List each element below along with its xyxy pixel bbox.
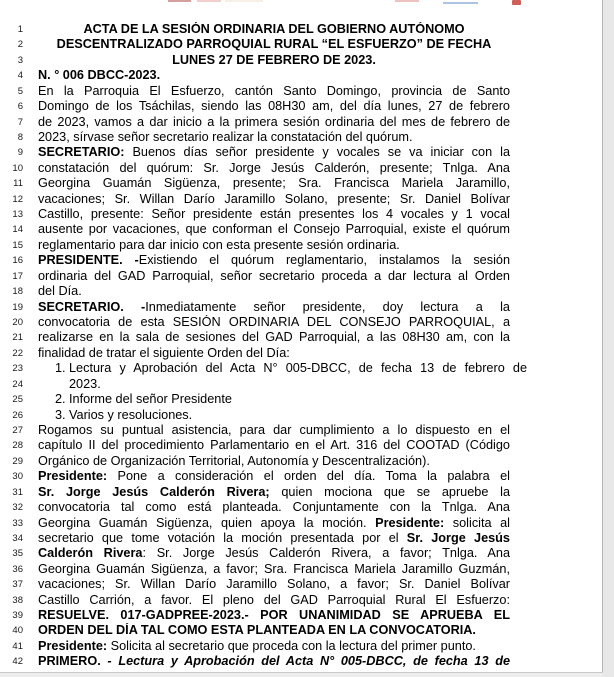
line-number: 35 [12,548,23,560]
cropped-red-icon-artifact [512,0,521,5]
document-line-text[interactable] [38,408,527,423]
line-number: 23 [12,363,23,375]
document-line-row [0,562,603,577]
line-number: 16 [12,255,23,267]
line-number: 18 [12,286,23,298]
cropped-hyperlink-underline-artifact [443,2,478,4]
text-segment: LUNES 27 DE FEBRERO DE 2023. [172,52,376,67]
document-line-text[interactable] [38,192,510,207]
line-number: 19 [12,301,23,313]
document-line-row [0,145,603,160]
line-number: 22 [12,347,23,359]
text-segment: 2023. [69,376,101,391]
text-segment: RESUELVE. 017-GADPREE-2023.- POR UNANIMIDAD SE APRUEBA EL [38,608,510,623]
document-line-row [0,269,603,284]
document-line-row [0,531,603,546]
line-number: 38 [12,594,23,606]
line-number: 36 [12,563,23,575]
list-item-marker: 3. [55,407,66,422]
text-segment: Buenos días señor presidente y vocales se va iniciar con la [124,145,510,160]
text-segment: secretario que tome votación la moción presentada por el [38,530,407,545]
document-line-row [0,99,603,114]
document-line-text[interactable] [38,346,510,361]
bottom-window-edge [0,672,603,677]
text-segment: vacaciones; Sr. Willan Darío Jaramillo Solano, presente; Sr. Daniel Bolívar [38,191,510,206]
line-number: 2 [17,39,23,51]
document-line-text[interactable] [38,330,510,345]
text-segment: convocatoria tal como está planteada. Conjuntamente con la Tnlga. Ana [38,500,510,515]
document-line-row [0,377,603,392]
line-number: 31 [12,486,23,498]
line-number: 3 [17,54,23,66]
document-line-text[interactable] [38,130,510,145]
document-line-row [0,161,603,176]
document-line-text[interactable] [38,516,510,531]
document-line-text[interactable] [38,392,527,407]
line-number: 9 [17,147,23,159]
line-number: 24 [12,378,23,390]
text-segment: SECRETARIO. - [38,299,146,314]
text-segment: de 2023, vamos a dar inicio a la primera sesión ordinaria del mes de febrero de [38,114,510,129]
text-segment: Presidente: [375,515,445,530]
text-segment: Sr. Jorge Jesús [406,530,510,545]
line-number: 8 [17,131,23,143]
document-line-row [0,346,603,361]
document-line-row [0,639,603,654]
line-number: 7 [17,116,23,128]
text-segment: ACTA DE LA SESIÓN ORDINARIA DEL GOBIERNO AUTÓNOMO [83,22,465,36]
document-line-row [0,500,603,515]
document-line-text[interactable] [38,438,510,453]
document-line-row [0,392,603,407]
text-segment: ausente por vacaciones, que conforman el Consejo Parroquial, existe el quórum [38,222,510,237]
text-segment: : Sr. Jorge Jesús Calderón Rivera, a favor; Tnlga. Ana [142,546,510,561]
document-line-text[interactable] [38,253,510,268]
document-line-row [0,546,603,561]
text-segment: DESCENTRALIZADO PARROQUIAL RURAL “EL ESFUERZO” DE FECHA [56,37,492,52]
text-segment: Solicita al secretario que proceda con la lectura del primer punto. [107,638,476,653]
document-line-row [0,454,603,469]
document-line-row [0,315,603,330]
document-line-text[interactable] [38,639,510,654]
vertical-scrollbar[interactable] [602,0,614,677]
document-line-text[interactable] [38,37,510,52]
text-segment: Presidente: [38,469,108,484]
document-line-row [0,22,603,37]
text-segment: N. ° 006 DBCC-2023. [38,68,161,83]
document-line-row [0,654,603,669]
line-number: 11 [13,178,23,190]
document-line-row [0,593,603,608]
line-number: 6 [17,101,23,113]
document-line-row [0,130,603,145]
text-segment: convocatoria de esta SESIÓN ORDINARIA DEL CONSEJO PARROQUIAL, a [38,315,510,330]
line-number: 10 [12,162,23,174]
document-line-row [0,238,603,253]
document-line-text[interactable] [38,454,510,469]
document-line-row [0,438,603,453]
document-line-row [0,37,603,52]
line-number: 33 [12,517,23,529]
text-segment: Calderón Rivera [38,546,143,561]
text-segment: En la Parroquia El Esfuerzo, cantón Santo Domingo, provincia de Santo [38,83,510,98]
text-segment: Georgina Guamán Sigüenza, presente; Sra. Francisca Mariela Jaramillo, [38,176,510,191]
line-number: 12 [12,193,23,205]
document-line-row [0,207,603,222]
document-line-text[interactable] [38,176,510,191]
document-line-text[interactable] [38,99,510,114]
document-line-text[interactable] [38,22,510,37]
document-line-text[interactable] [38,161,510,176]
text-segment: Presidente: [38,638,108,653]
document-line-text[interactable] [38,207,510,222]
document-line-row [0,53,603,68]
line-number: 1 [17,24,23,35]
document-page [0,22,603,670]
document-line-text[interactable] [38,423,510,438]
line-number: 29 [12,455,23,467]
text-segment: - Lectura y Aprobación del Acta N° 005-DBCC, de fecha 13 de [107,654,510,669]
document-line-text[interactable] [38,315,510,330]
document-line-row [0,84,603,99]
document-line-text[interactable] [38,608,510,623]
document-line-text[interactable] [38,53,510,68]
line-number: 27 [12,424,23,436]
cropped-toolbar-artifact [225,0,263,2]
text-segment: Georgina Guamán Sigüenza, quien apoya la moción. [38,515,376,530]
document-line-text[interactable] [38,562,510,577]
text-segment: PRIMERO. [38,654,108,669]
list-item-marker: 1. [55,361,66,376]
document-line-text[interactable] [38,654,510,669]
text-segment: Domingo de los Tsáchilas, siendo las 08H30 am, del día lunes, 27 de febrero [38,99,510,114]
document-line-text[interactable] [38,546,510,561]
document-line-text[interactable] [38,593,510,608]
line-number: 30 [12,471,23,483]
document-line-text[interactable] [38,238,510,253]
document-line-row [0,577,603,592]
text-segment: reglamentario para dar inicio con esta presente sesión ordinaria. [38,237,400,252]
text-segment: Lectura y Aprobación del Acta N° 005-DBCC, de fecha 13 de febrero de [69,361,527,376]
line-number: 32 [12,502,23,514]
line-number: 40 [12,625,23,637]
text-segment: Castillo Carrión, a favor. El pleno del GAD Parroquial Rural El Esfuerzo: [38,592,510,607]
document-line-row [0,176,603,191]
text-segment: quien mociona que se apruebe la [269,484,510,499]
text-segment: Sr. Jorge Jesús Calderón Rivera; [38,484,270,499]
text-segment: Rogamos su puntual asistencia, para dar cumplimiento a lo dispuesto en el [38,422,510,437]
document-lines [0,22,603,670]
line-number: 28 [12,440,23,452]
text-segment: finalidad de tratar el siguiente Orden del Día: [38,345,290,360]
cropped-toolbar-artifact [395,0,419,2]
document-line-row [0,408,603,423]
document-line-row [0,222,603,237]
text-segment: Varios y resoluciones. [69,407,193,422]
text-segment: Orgánico de Organización Territorial, Autonomía y Descentralización). [38,453,430,468]
document-line-row [0,330,603,345]
text-segment: ORDEN DEL DÍA TAL COMO ESTA PLANTEADA EN LA CONVOCATORIA. [38,623,476,638]
document-line-text[interactable] [38,284,510,299]
document-line-text[interactable] [38,500,510,515]
document-line-row [0,192,603,207]
text-segment: Georgina Guamán Sigüenza, a favor; Sra. Francisca Mariela Jaramillo Guzmán, [38,561,510,576]
line-number: 26 [12,409,23,421]
line-number: 25 [12,394,23,406]
text-segment: del Día. [38,284,82,299]
text-segment: capítulo II del procedimiento Parlamentario en el Art. 316 del COOTAD (Código [38,438,510,453]
line-number: 39 [12,610,23,622]
document-line-text[interactable] [38,377,541,392]
document-line-text[interactable] [38,145,510,160]
text-segment: Informe del señor Presidente [69,392,232,407]
text-segment: Pone a consideración el orden del día. Toma la palabra el [107,469,510,484]
document-line-row [0,300,603,315]
text-segment: Castillo, presente: Señor presidente están presentes los 4 vocales y 1 vocal [38,207,510,222]
list-item-marker: 2. [55,392,66,407]
document-line-row [0,485,603,500]
document-line-text[interactable] [38,485,510,500]
line-number: 13 [12,209,23,221]
document-line-text[interactable] [38,577,510,592]
document-line-text[interactable] [38,300,510,315]
document-line-text[interactable] [38,623,510,638]
line-number: 42 [12,656,23,668]
document-line-text[interactable] [38,115,510,130]
document-line-row [0,516,603,531]
text-segment: realizarse en la sala de sesiones del GAD Parroquial, a las 08H30 am, con la [38,330,510,345]
text-segment: Existiendo el quórum reglamentario, instalamos la sesión [138,253,510,268]
document-line-text[interactable] [38,84,510,99]
document-line-row [0,423,603,438]
line-number: 21 [12,332,23,344]
line-number: 41 [12,640,23,652]
text-segment: constatación del quórum: Sr. Jorge Jesús Calderón, presente; Tnlga. Ana [38,160,510,175]
cropped-toolbar-artifact [168,0,191,2]
line-number: 20 [12,317,23,329]
document-line-row [0,361,603,376]
line-number: 14 [12,224,23,236]
document-line-row [0,115,603,130]
text-segment: ordinaria del GAD Parroquial, señor secretario proceda a dar lectura al Orden [38,268,510,283]
line-number: 15 [12,239,23,251]
line-number: 17 [12,270,23,282]
document-line-text[interactable] [38,68,510,83]
document-line-row [0,68,603,83]
cropped-toolbar-artifact [197,0,221,2]
line-number: 4 [17,70,23,82]
document-line-row [0,608,603,623]
document-line-row [0,253,603,268]
line-number: 34 [12,532,23,544]
line-number: 5 [17,85,23,97]
document-line-text[interactable] [38,469,510,484]
document-line-row [0,469,603,484]
text-segment: vacaciones; Sr. Willan Darío Jaramillo Solano, a favor; Sr. Daniel Bolívar [38,577,510,592]
document-line-text[interactable] [38,361,527,376]
text-segment: PRESIDENTE. - [38,253,139,268]
text-segment: 2023, sírvase señor secretario realizar la constatación del quórum. [38,129,413,144]
document-line-text[interactable] [38,531,510,546]
document-line-text[interactable] [38,222,510,237]
document-line-text[interactable] [38,269,510,284]
text-segment: SECRETARIO: [38,145,125,160]
text-segment: solicita al [444,515,510,530]
text-segment: Inmediatamente señor presidente, doy lectura a la [145,299,510,314]
line-number: 37 [12,579,23,591]
document-line-row [0,623,603,638]
document-line-row [0,284,603,299]
